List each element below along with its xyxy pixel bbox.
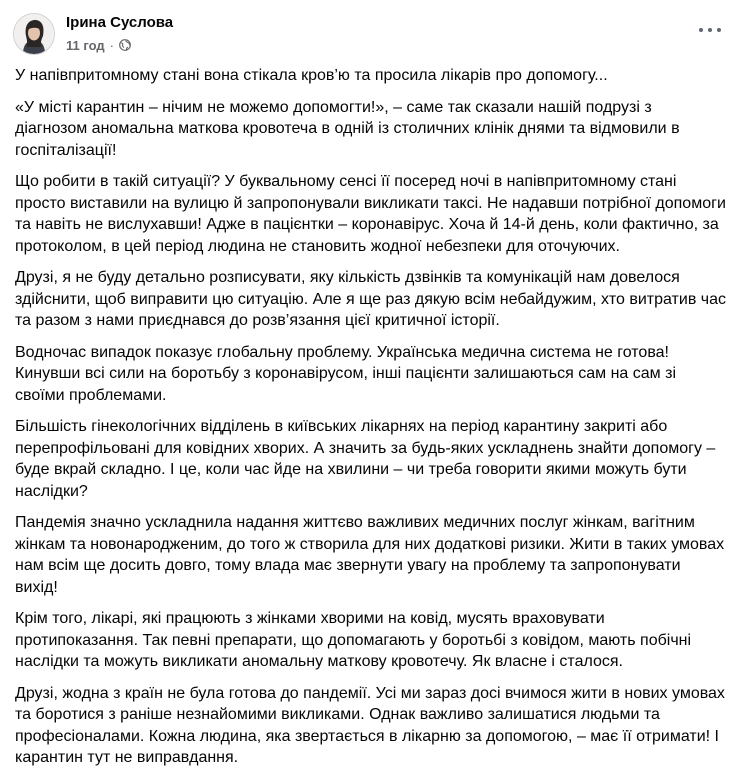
- profile-photo-icon: [14, 14, 54, 54]
- avatar[interactable]: [13, 13, 55, 55]
- post-paragraph: Друзі, я не буду детально розписувати, яку кількість дзвінків та комунікацій нам довелося здійснити, щоб виправити цю ситуацію. Але я ще раз дякую всім небайдужим, хто витратив час та разом з нами приєднався до розв’язання цієї критичної історії.: [15, 269, 726, 329]
- post-paragraph: Пандемія значно ускладнила надання життєво важливих медичних послуг жінкам, вагітним жінкам та новонародженим, до того ж створила для них додаткові ризики. Жити в таких умовах нам всім ще досить довго, тому влада має звернути увагу на проблему та запропонувати вихід!: [15, 514, 725, 596]
- more-dot: [708, 28, 712, 32]
- more-dot: [717, 28, 721, 32]
- post-paragraph: У напівпритомному стані вона стікала кров’ю та просила лікарів про допомогу...: [15, 67, 608, 84]
- post-header: [13, 13, 723, 57]
- post-timestamp[interactable]: 11 год: [66, 37, 105, 53]
- more-options-icon[interactable]: [699, 25, 721, 35]
- globe-icon[interactable]: [119, 39, 131, 51]
- post-paragraph: Водночас випадок показує глобальну проблему. Українська медична система не готова! Кинувши всі сили на боротьбу з коронавірусом, інші пацієнти залишаються сам на сам зі своїми проблемами.: [15, 343, 676, 404]
- meta-separator: ·: [109, 37, 114, 53]
- post-paragraph: Що робити в такій ситуації? У буквальному сенсі її посеред ночі в напівпритомному стані просто виставили на вулицю й запропонували викликати таксі. Не надавши потрібної допомоги та навіть не вислухавши! Адже в пацієнтки – коронавірус. Хоча й 14-й день, коли фактично, за протоколом, в цей період людина не становить жодної небезпеки для оточуючих.: [15, 173, 726, 255]
- more-dot: [699, 28, 703, 32]
- post-paragraph: «У місті карантин – нічим не можемо допомогти!», – саме так сказали нашій подрузі з діагнозом аномальна маткова кровотеча в одній із столичних клінік днями та відмовили в госпіталізації!: [15, 98, 680, 159]
- post-paragraph: Друзі, жодна з країн не була готова до пандемії. Усі ми зараз досі вчимося жити в нових умовах та боротися з раніше незнайомими викликами. Однак важливо залишатися людьми та професіоналами. Кожна людина, яка звертається в лікарню за допомогою, – має її отримати! І карантин тут не виправдання.: [15, 684, 725, 766]
- post-meta: [66, 36, 131, 54]
- author-name[interactable]: Ірина Суслова: [66, 14, 174, 31]
- post-paragraph: Крім того, лікарі, які працюють з жінками хворими на ковід, мусять враховувати протипоказання. Так певні препарати, що допомагають у боротьбі з ковідом, мають побічні наслідки та можуть викликати аномальну маткову кровотечу. Як власне і сталося.: [15, 610, 692, 670]
- post-body: [15, 65, 727, 779]
- post-paragraph: Більшість гінекологічних відділень в київських лікарнях на період карантину закриті або перепрофільовані для ковідних хворих. А значить за будь-яких ускладнень знайти допомогу – буде вкрай складно. І це, коли час йде на хвилини – чи треба говорити якими можуть бути наслідки?: [15, 418, 716, 500]
